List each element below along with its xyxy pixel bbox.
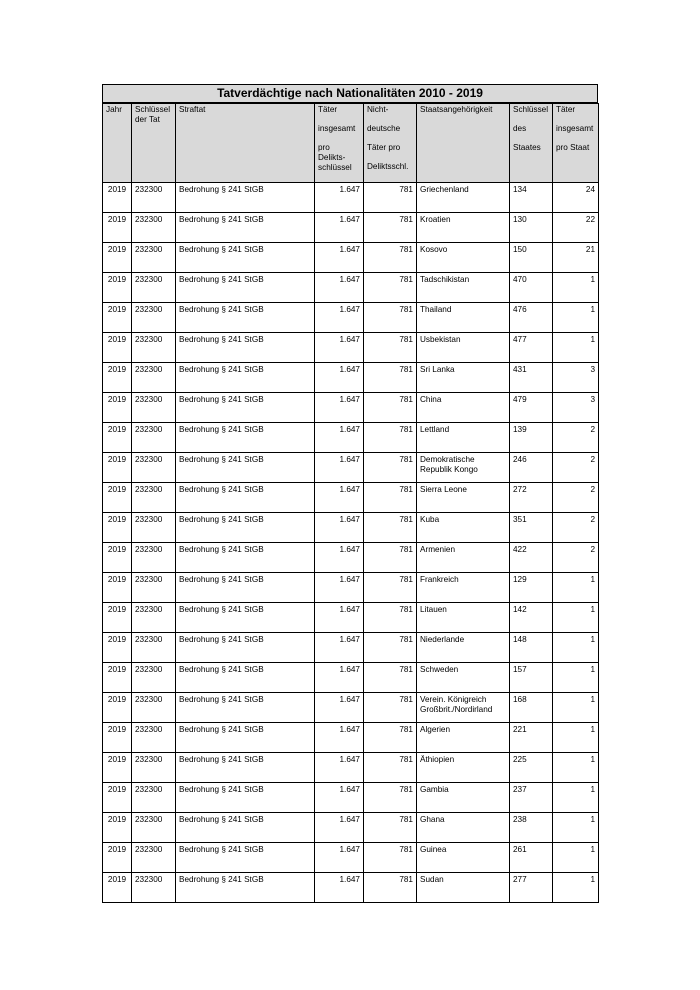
cell-taeter-insgesamt: 1.647 [315, 783, 364, 813]
cell-line: Gambia [420, 785, 449, 794]
cell-straftat: Bedrohung § 241 StGB [176, 423, 315, 453]
cell-nichtdeutsche: 781 [364, 663, 417, 693]
cell-nichtdeutsche: 781 [364, 273, 417, 303]
cell-nichtdeutsche: 781 [364, 573, 417, 603]
cell-jahr: 2019 [103, 573, 132, 603]
cell-staatsangehoerigkeit [417, 843, 510, 873]
cell-jahr: 2019 [103, 363, 132, 393]
table-row [103, 183, 599, 213]
cell-taeter-pro-staat: 21 [553, 243, 599, 273]
cell-line: Frankreich [420, 575, 459, 584]
cell-schluessel-staat: 157 [510, 663, 553, 693]
table-row [103, 843, 599, 873]
header-line: Schlüssel [513, 105, 549, 114]
cell-taeter-insgesamt: 1.647 [315, 753, 364, 783]
cell-taeter-insgesamt: 1.647 [315, 483, 364, 513]
cell-taeter-pro-staat: 3 [553, 393, 599, 423]
cell-straftat: Bedrohung § 241 StGB [176, 483, 315, 513]
header-line: Staatsangehörigkeit [420, 105, 493, 114]
header-line: Deliktsschl. [367, 162, 409, 171]
cell-nichtdeutsche: 781 [364, 633, 417, 663]
cell-schluessel-tat: 232300 [132, 213, 176, 243]
col-header-nichtdeutsche [364, 104, 417, 183]
cell-taeter-insgesamt: 1.647 [315, 723, 364, 753]
cell-nichtdeutsche: 781 [364, 423, 417, 453]
cell-schluessel-staat: 272 [510, 483, 553, 513]
cell-schluessel-tat: 232300 [132, 723, 176, 753]
header-line: insgesamt [318, 124, 356, 133]
cell-taeter-pro-staat: 1 [553, 813, 599, 843]
cell-straftat: Bedrohung § 241 StGB [176, 873, 315, 903]
cell-straftat: Bedrohung § 241 StGB [176, 723, 315, 753]
cell-jahr: 2019 [103, 423, 132, 453]
cell-taeter-insgesamt: 1.647 [315, 393, 364, 423]
cell-line: Griechenland [420, 185, 469, 194]
table-row [103, 663, 599, 693]
col-header-schluessel-staat [510, 104, 553, 183]
header-line: pro Staat [556, 143, 590, 152]
table-row [103, 423, 599, 453]
cell-line: Demokratische [420, 455, 475, 464]
table-row [103, 393, 599, 423]
cell-straftat: Bedrohung § 241 StGB [176, 513, 315, 543]
col-header-taeter-pro-staat [553, 104, 599, 183]
cell-straftat: Bedrohung § 241 StGB [176, 333, 315, 363]
cell-staatsangehoerigkeit [417, 363, 510, 393]
cell-jahr: 2019 [103, 813, 132, 843]
cell-straftat: Bedrohung § 241 StGB [176, 603, 315, 633]
cell-schluessel-tat: 232300 [132, 663, 176, 693]
cell-taeter-pro-staat: 2 [553, 423, 599, 453]
cell-schluessel-tat: 232300 [132, 423, 176, 453]
cell-nichtdeutsche: 781 [364, 603, 417, 633]
cell-schluessel-tat: 232300 [132, 183, 176, 213]
cell-schluessel-staat: 351 [510, 513, 553, 543]
cell-line: Guinea [420, 845, 447, 854]
cell-staatsangehoerigkeit [417, 753, 510, 783]
table-row [103, 243, 599, 273]
cell-taeter-pro-staat: 2 [553, 453, 599, 483]
cell-taeter-insgesamt: 1.647 [315, 813, 364, 843]
cell-taeter-insgesamt: 1.647 [315, 513, 364, 543]
cell-taeter-pro-staat: 1 [553, 273, 599, 303]
data-sheet [102, 84, 598, 903]
cell-taeter-insgesamt: 1.647 [315, 603, 364, 633]
cell-taeter-insgesamt: 1.647 [315, 363, 364, 393]
nationality-table [102, 103, 599, 903]
cell-line: Kuba [420, 515, 440, 524]
cell-schluessel-tat: 232300 [132, 543, 176, 573]
cell-nichtdeutsche: 781 [364, 723, 417, 753]
cell-nichtdeutsche: 781 [364, 213, 417, 243]
cell-staatsangehoerigkeit [417, 783, 510, 813]
cell-straftat: Bedrohung § 241 StGB [176, 303, 315, 333]
cell-straftat: Bedrohung § 241 StGB [176, 663, 315, 693]
cell-staatsangehoerigkeit [417, 453, 510, 483]
cell-schluessel-tat: 232300 [132, 513, 176, 543]
cell-schluessel-tat: 232300 [132, 303, 176, 333]
cell-jahr: 2019 [103, 483, 132, 513]
cell-taeter-pro-staat: 1 [553, 303, 599, 333]
cell-jahr: 2019 [103, 663, 132, 693]
cell-straftat: Bedrohung § 241 StGB [176, 813, 315, 843]
cell-taeter-pro-staat: 2 [553, 543, 599, 573]
header-line: Schlüssel [135, 105, 171, 114]
col-header-staatsangehoerigkeit [417, 104, 510, 183]
cell-line: Usbekistan [420, 335, 461, 344]
cell-nichtdeutsche: 781 [364, 333, 417, 363]
cell-jahr: 2019 [103, 303, 132, 333]
cell-taeter-insgesamt: 1.647 [315, 573, 364, 603]
table-row [103, 753, 599, 783]
cell-straftat: Bedrohung § 241 StGB [176, 693, 315, 723]
cell-line: Großbrit./Nordirland [420, 705, 493, 714]
cell-line: Kroatien [420, 215, 451, 224]
cell-schluessel-staat: 150 [510, 243, 553, 273]
cell-jahr: 2019 [103, 513, 132, 543]
cell-taeter-pro-staat: 1 [553, 873, 599, 903]
cell-schluessel-staat: 277 [510, 873, 553, 903]
cell-taeter-pro-staat: 1 [553, 753, 599, 783]
cell-schluessel-staat: 168 [510, 693, 553, 723]
header-line: des [513, 124, 527, 133]
cell-staatsangehoerigkeit [417, 693, 510, 723]
header-line: Täter pro [367, 143, 401, 152]
cell-straftat: Bedrohung § 241 StGB [176, 273, 315, 303]
cell-straftat: Bedrohung § 241 StGB [176, 573, 315, 603]
cell-staatsangehoerigkeit [417, 423, 510, 453]
cell-taeter-pro-staat: 1 [553, 843, 599, 873]
cell-line: Ghana [420, 815, 445, 824]
cell-taeter-insgesamt: 1.647 [315, 333, 364, 363]
cell-staatsangehoerigkeit [417, 333, 510, 363]
cell-jahr: 2019 [103, 843, 132, 873]
header-line: deutsche [367, 124, 401, 133]
cell-staatsangehoerigkeit [417, 213, 510, 243]
table-row [103, 873, 599, 903]
cell-taeter-pro-staat: 1 [553, 723, 599, 753]
cell-schluessel-staat: 221 [510, 723, 553, 753]
cell-jahr: 2019 [103, 453, 132, 483]
cell-nichtdeutsche: 781 [364, 543, 417, 573]
cell-schluessel-tat: 232300 [132, 393, 176, 423]
cell-nichtdeutsche: 781 [364, 693, 417, 723]
header-line: der Tat [135, 115, 160, 124]
cell-taeter-insgesamt: 1.647 [315, 303, 364, 333]
cell-taeter-pro-staat: 1 [553, 633, 599, 663]
cell-jahr: 2019 [103, 183, 132, 213]
cell-line: Armenien [420, 545, 456, 554]
cell-jahr: 2019 [103, 243, 132, 273]
cell-line: Kosovo [420, 245, 448, 254]
cell-line: Litauen [420, 605, 447, 614]
cell-line: Algerien [420, 725, 451, 734]
header-line: Täter [318, 105, 338, 114]
table-row [103, 543, 599, 573]
cell-schluessel-tat: 232300 [132, 573, 176, 603]
cell-schluessel-staat: 261 [510, 843, 553, 873]
cell-straftat: Bedrohung § 241 StGB [176, 363, 315, 393]
cell-nichtdeutsche: 781 [364, 483, 417, 513]
cell-taeter-pro-staat: 1 [553, 603, 599, 633]
header-line: schlüssel [318, 163, 352, 172]
cell-straftat: Bedrohung § 241 StGB [176, 243, 315, 273]
cell-line: Äthiopien [420, 755, 455, 764]
cell-jahr: 2019 [103, 273, 132, 303]
cell-taeter-insgesamt: 1.647 [315, 273, 364, 303]
cell-taeter-insgesamt: 1.647 [315, 843, 364, 873]
cell-schluessel-staat: 479 [510, 393, 553, 423]
cell-nichtdeutsche: 781 [364, 243, 417, 273]
table-row [103, 513, 599, 543]
cell-taeter-insgesamt: 1.647 [315, 243, 364, 273]
cell-line: Sri Lanka [420, 365, 455, 374]
cell-jahr: 2019 [103, 753, 132, 783]
cell-schluessel-tat: 232300 [132, 783, 176, 813]
header-line: Straftat [179, 105, 206, 114]
table-row [103, 483, 599, 513]
cell-jahr: 2019 [103, 333, 132, 363]
cell-straftat: Bedrohung § 241 StGB [176, 453, 315, 483]
cell-schluessel-staat: 422 [510, 543, 553, 573]
cell-schluessel-staat: 134 [510, 183, 553, 213]
cell-staatsangehoerigkeit [417, 663, 510, 693]
cell-schluessel-staat: 470 [510, 273, 553, 303]
header-row [103, 104, 599, 183]
header-line: Täter [556, 105, 576, 114]
cell-schluessel-staat: 238 [510, 813, 553, 843]
col-header-jahr [103, 104, 132, 183]
cell-jahr: 2019 [103, 873, 132, 903]
cell-schluessel-staat: 225 [510, 753, 553, 783]
header-line: Nicht- [367, 105, 389, 114]
cell-jahr: 2019 [103, 603, 132, 633]
cell-line: Niederlande [420, 635, 465, 644]
cell-schluessel-tat: 232300 [132, 753, 176, 783]
cell-staatsangehoerigkeit [417, 243, 510, 273]
cell-schluessel-staat: 130 [510, 213, 553, 243]
cell-jahr: 2019 [103, 693, 132, 723]
table-row [103, 693, 599, 723]
cell-schluessel-staat: 142 [510, 603, 553, 633]
cell-schluessel-staat: 476 [510, 303, 553, 333]
cell-schluessel-staat: 139 [510, 423, 553, 453]
header-line: Jahr [106, 105, 122, 114]
cell-taeter-pro-staat: 1 [553, 783, 599, 813]
cell-taeter-pro-staat: 1 [553, 333, 599, 363]
cell-taeter-insgesamt: 1.647 [315, 543, 364, 573]
cell-jahr: 2019 [103, 783, 132, 813]
cell-nichtdeutsche: 781 [364, 363, 417, 393]
cell-staatsangehoerigkeit [417, 633, 510, 663]
cell-taeter-pro-staat: 1 [553, 663, 599, 693]
cell-line: Lettland [420, 425, 450, 434]
cell-staatsangehoerigkeit [417, 393, 510, 423]
cell-straftat: Bedrohung § 241 StGB [176, 783, 315, 813]
cell-straftat: Bedrohung § 241 StGB [176, 543, 315, 573]
cell-taeter-pro-staat: 24 [553, 183, 599, 213]
cell-staatsangehoerigkeit [417, 483, 510, 513]
cell-schluessel-tat: 232300 [132, 873, 176, 903]
cell-line: Thailand [420, 305, 452, 314]
cell-line: Tadschikistan [420, 275, 470, 284]
col-header-taeter-insgesamt [315, 104, 364, 183]
header-line: Delikts- [318, 153, 346, 162]
cell-staatsangehoerigkeit [417, 723, 510, 753]
cell-schluessel-tat: 232300 [132, 363, 176, 393]
cell-schluessel-tat: 232300 [132, 843, 176, 873]
cell-schluessel-tat: 232300 [132, 243, 176, 273]
table-row [103, 633, 599, 663]
table-row [103, 453, 599, 483]
table-row [103, 303, 599, 333]
cell-jahr: 2019 [103, 723, 132, 753]
cell-nichtdeutsche: 781 [364, 873, 417, 903]
cell-taeter-insgesamt: 1.647 [315, 633, 364, 663]
cell-taeter-insgesamt: 1.647 [315, 423, 364, 453]
cell-staatsangehoerigkeit [417, 273, 510, 303]
cell-taeter-insgesamt: 1.647 [315, 213, 364, 243]
cell-nichtdeutsche: 781 [364, 393, 417, 423]
header-line: insgesamt [556, 124, 594, 133]
cell-schluessel-staat: 477 [510, 333, 553, 363]
cell-line: Schweden [420, 665, 459, 674]
cell-schluessel-staat: 246 [510, 453, 553, 483]
cell-jahr: 2019 [103, 393, 132, 423]
cell-jahr: 2019 [103, 213, 132, 243]
cell-schluessel-tat: 232300 [132, 633, 176, 663]
cell-straftat: Bedrohung § 241 StGB [176, 393, 315, 423]
cell-jahr: 2019 [103, 633, 132, 663]
table-body [103, 183, 599, 903]
cell-line: China [420, 395, 442, 404]
cell-schluessel-tat: 232300 [132, 813, 176, 843]
table-title: Tatverdächtige nach Nationalitäten 2010 - 2019 [102, 84, 598, 103]
table-row [103, 213, 599, 243]
cell-staatsangehoerigkeit [417, 513, 510, 543]
cell-straftat: Bedrohung § 241 StGB [176, 843, 315, 873]
cell-schluessel-tat: 232300 [132, 603, 176, 633]
cell-schluessel-tat: 232300 [132, 483, 176, 513]
cell-staatsangehoerigkeit [417, 573, 510, 603]
table-row [103, 813, 599, 843]
cell-nichtdeutsche: 781 [364, 183, 417, 213]
cell-taeter-pro-staat: 1 [553, 573, 599, 603]
cell-nichtdeutsche: 781 [364, 513, 417, 543]
cell-straftat: Bedrohung § 241 StGB [176, 183, 315, 213]
cell-taeter-insgesamt: 1.647 [315, 693, 364, 723]
cell-line: Sudan [420, 875, 444, 884]
table-row [103, 273, 599, 303]
cell-schluessel-staat: 129 [510, 573, 553, 603]
cell-taeter-insgesamt: 1.647 [315, 183, 364, 213]
cell-nichtdeutsche: 781 [364, 843, 417, 873]
cell-taeter-pro-staat: 1 [553, 693, 599, 723]
cell-taeter-pro-staat: 2 [553, 483, 599, 513]
table-row [103, 603, 599, 633]
cell-schluessel-tat: 232300 [132, 453, 176, 483]
cell-straftat: Bedrohung § 241 StGB [176, 213, 315, 243]
cell-schluessel-staat: 237 [510, 783, 553, 813]
header-line: pro [318, 143, 330, 152]
cell-schluessel-tat: 232300 [132, 333, 176, 363]
table-row [103, 363, 599, 393]
cell-taeter-insgesamt: 1.647 [315, 663, 364, 693]
table-row [103, 723, 599, 753]
cell-nichtdeutsche: 781 [364, 303, 417, 333]
cell-schluessel-staat: 431 [510, 363, 553, 393]
cell-staatsangehoerigkeit [417, 813, 510, 843]
cell-line: Republik Kongo [420, 465, 478, 474]
cell-jahr: 2019 [103, 543, 132, 573]
cell-schluessel-staat: 148 [510, 633, 553, 663]
cell-taeter-pro-staat: 2 [553, 513, 599, 543]
cell-staatsangehoerigkeit [417, 543, 510, 573]
cell-line: Sierra Leone [420, 485, 467, 494]
cell-schluessel-tat: 232300 [132, 693, 176, 723]
cell-staatsangehoerigkeit [417, 873, 510, 903]
cell-straftat: Bedrohung § 241 StGB [176, 753, 315, 783]
cell-nichtdeutsche: 781 [364, 813, 417, 843]
cell-line: Verein. Königreich [420, 695, 487, 704]
col-header-straftat [176, 104, 315, 183]
cell-nichtdeutsche: 781 [364, 753, 417, 783]
cell-taeter-insgesamt: 1.647 [315, 453, 364, 483]
header-line: Staates [513, 143, 541, 152]
cell-taeter-pro-staat: 3 [553, 363, 599, 393]
cell-staatsangehoerigkeit [417, 183, 510, 213]
cell-schluessel-tat: 232300 [132, 273, 176, 303]
cell-staatsangehoerigkeit [417, 603, 510, 633]
cell-taeter-insgesamt: 1.647 [315, 873, 364, 903]
table-row [103, 573, 599, 603]
cell-straftat: Bedrohung § 241 StGB [176, 633, 315, 663]
cell-nichtdeutsche: 781 [364, 783, 417, 813]
cell-staatsangehoerigkeit [417, 303, 510, 333]
cell-nichtdeutsche: 781 [364, 453, 417, 483]
col-header-schluessel-tat [132, 104, 176, 183]
table-row [103, 783, 599, 813]
cell-taeter-pro-staat: 22 [553, 213, 599, 243]
table-row [103, 333, 599, 363]
